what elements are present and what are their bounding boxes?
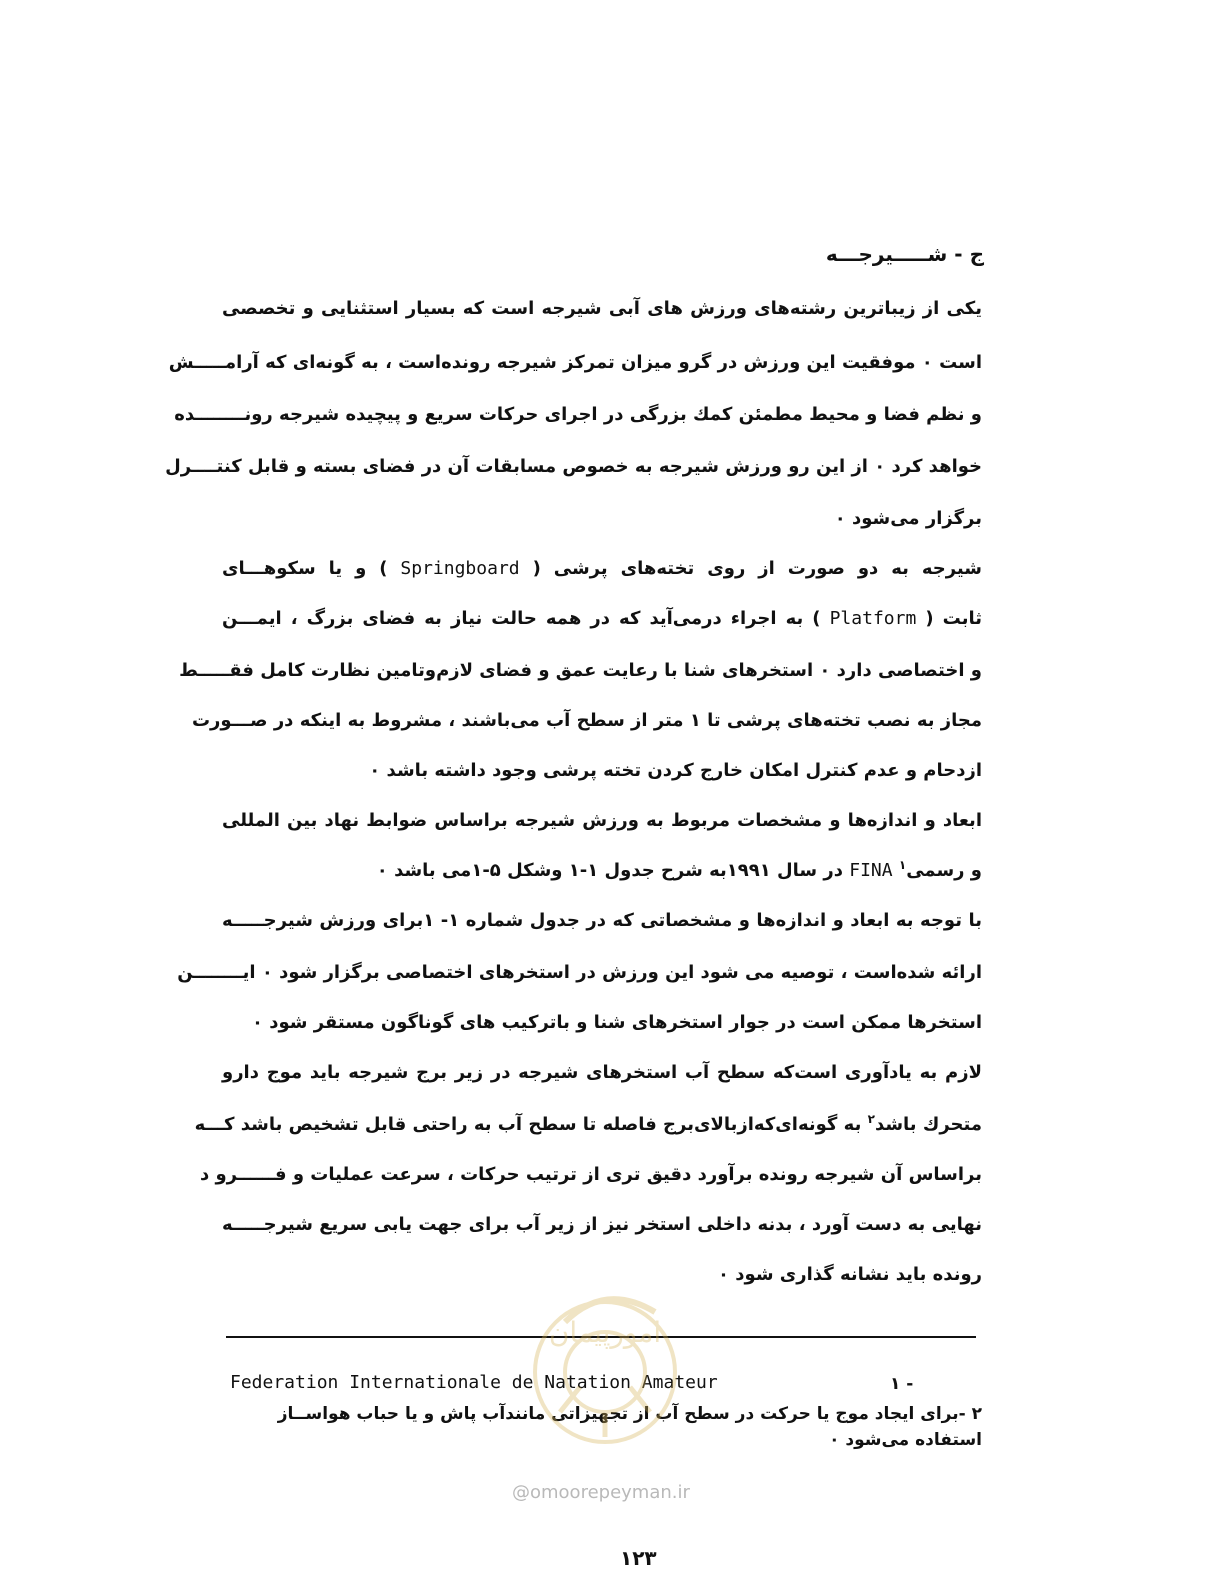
line-text: ) و یا سکوهـــای	[222, 558, 388, 579]
body-line: و نظم فضا و محیط مطمئن کمك بزرگی در اجرای حرکات سریع و پیچیده شیرجه رونــــــــده	[174, 404, 982, 425]
term-springboard: Springboard	[400, 558, 520, 579]
footnote-1-number: ۱ -	[890, 1374, 914, 1394]
footnote-2-line-1: ۲ -برای ایجاد موج یا حرکت در سطح آب از تجهیزاتی مانندآب پاش و یا حباب هواســاز	[277, 1404, 982, 1424]
watermark-site: @omoorepeyman.ir	[512, 1482, 690, 1503]
body-line: استخرها ممکن است در جوار استخرهای شنا و باترکیب های گوناگون مستقر شود ۰	[251, 1012, 982, 1033]
footnote-1-text: Federation Internationale de Natation Amateur	[230, 1372, 718, 1393]
body-line	[222, 608, 982, 629]
body-line: ازدحام و عدم کنترل امکان خارج کردن تخته پرشی وجود داشته باشد ۰	[369, 760, 982, 781]
body-line: ابعاد و اندازه‌ها و مشخصات مربوط به ورزش شیرجه براساس ضوابط نهاد بین المللی	[222, 810, 982, 831]
watermark-logo-text: امورپیمان	[548, 1316, 662, 1349]
body-line: است ۰ موفقیت این ورزش در گرو میزان تمرکز شیرجه رونده‌است ، به گونه‌ای که آرامـــــش	[168, 352, 982, 373]
page-number: ۱۲۳	[620, 1546, 657, 1570]
line-text: ) به اجراء درمی‌آید که در همه حالت نیاز به فضای بزرگ ، ایمـــن	[222, 608, 821, 629]
line-text: به گونه‌ای‌که‌ازبالای‌برج فاصله تا سطح آب به راحتی قابل تشخیص باشد کـــه	[194, 1114, 862, 1135]
omoore-peyman-seal-icon	[505, 1262, 705, 1462]
line-text: در سال ۱۹۹۱به شرح جدول ۱-۱ وشکل ۵-۱می باشد ۰	[376, 860, 843, 881]
body-line: خواهد کرد ۰ از این رو ورزش شیرجه به خصوص مسابقات آن در فضای بسته و قابل کنتــــرل	[165, 456, 982, 477]
term-platform: Platform	[829, 608, 917, 629]
body-line	[222, 558, 982, 579]
body-line: مجاز به نصب تخته‌های پرشی تا ۱ متر از سطح آب می‌باشند ، مشروط به اینکه در صـــورت	[191, 710, 982, 731]
section-heading: ج - شـــــيرجـــه	[825, 242, 984, 266]
body-line: براساس آن شیرجه رونده برآورد دقیق تری از ترتیب حرکات ، سرعت عملیات و فــــــرو د	[199, 1164, 982, 1185]
term-fina: FINA	[849, 860, 893, 881]
footnote-ref-2: ۲	[867, 1112, 875, 1126]
body-line: برگزار می‌شود ۰	[834, 508, 982, 529]
body-line: با توجه به ابعاد و اندازه‌ها و مشخصاتی که در جدول شماره ۱- ۱برای ورزش شیرجـــــه	[222, 910, 982, 931]
line-text: و رسمی	[906, 860, 982, 881]
body-line: ارائه شده‌است ، توصیه می شود این ورزش در استخرهای اختصاصی برگزار شود ۰ ایــــــــن	[177, 962, 982, 983]
body-line: رونده باید نشانه گذاری شود ۰	[718, 1264, 982, 1285]
body-line	[194, 1112, 982, 1135]
line-text: ثابت (	[925, 608, 982, 629]
footnote-2-line-2: استفاده می‌شود ۰	[829, 1430, 982, 1450]
body-line: و اختصاصی دارد ۰ استخرهای شنا با رعایت عمق و فضای لازم‌وتامین نظارت کامل فقـــــط	[179, 660, 982, 681]
body-line: یکی از زیباترین رشته‌های ورزش های آبی شیرجه است که بسیار استثنایی و تخصصی	[222, 298, 982, 319]
body-line: لازم به یادآوری است‌که سطح آب استخرهای شیرجه در زیر برج شیرجه باید موج دارو	[222, 1062, 982, 1083]
line-text: متحرك باشد	[874, 1114, 982, 1135]
body-line: نهایی به دست آورد ، بدنه داخلی استخر نیز از زیر آب برای جهت یابی سریع شیرجـــــه	[222, 1214, 982, 1235]
body-line	[222, 858, 982, 881]
footnote-ref-1: ۱	[898, 858, 907, 872]
line-text: شیرجه به دو صورت از روی تخته‌های پرشی (	[532, 558, 982, 579]
